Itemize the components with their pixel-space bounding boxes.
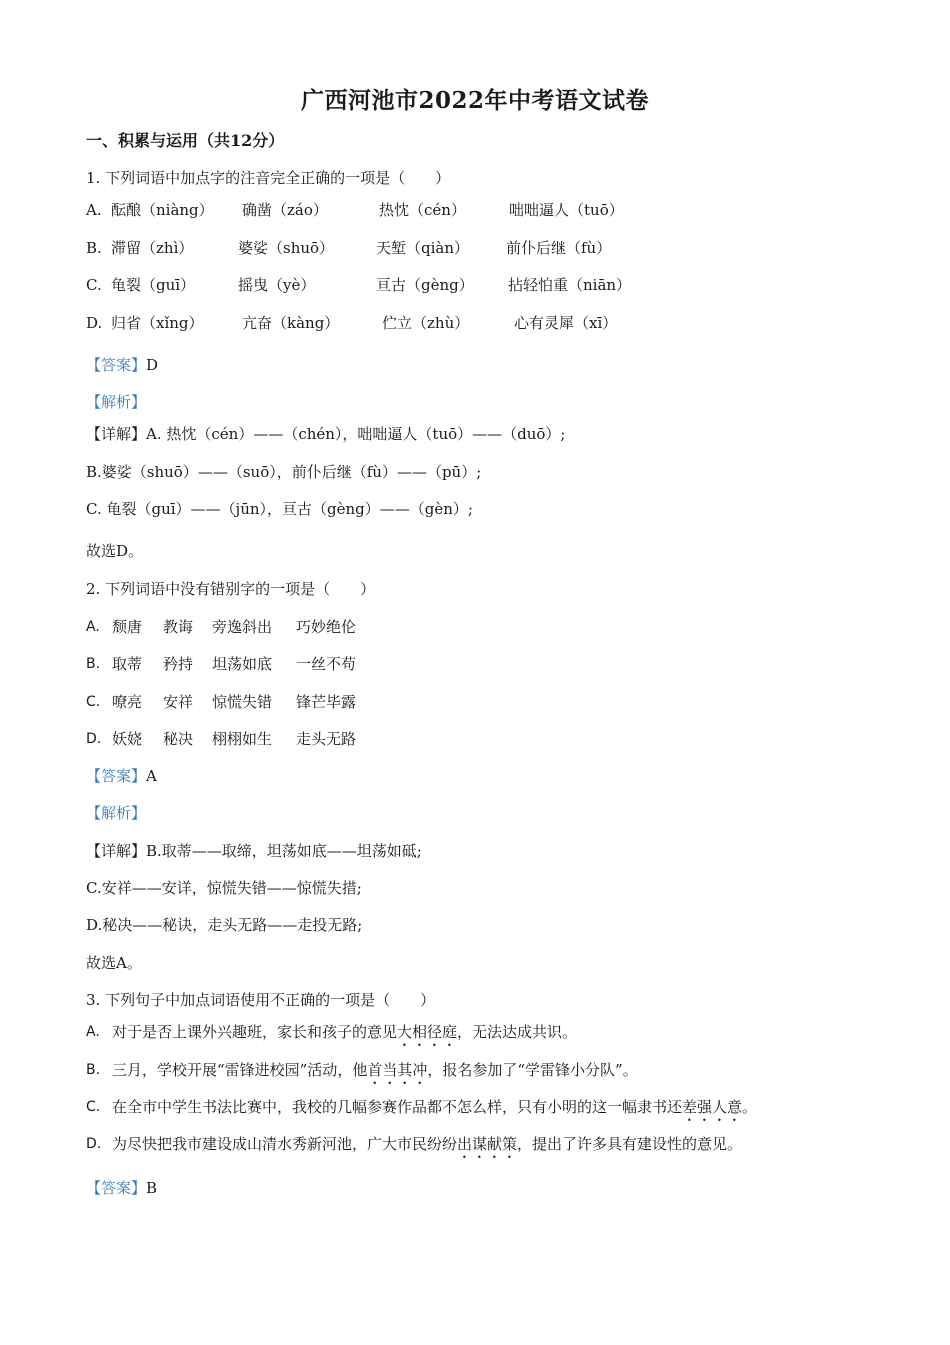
answer-value: A [146, 767, 157, 785]
sentence-post: ，报名参加了“学雷锋小分队”。 [427, 1061, 638, 1079]
option-item: 嘹亮 [112, 693, 143, 711]
option-sentence [112, 1022, 577, 1050]
q1-detail-2: B.婆娑（shuō）——（suō），前仆后继（fù）——（pū）; [86, 463, 482, 481]
q2-detail-2: C.安祥——安详，惊慌失错——惊慌失措; [86, 879, 362, 897]
option-item: 妖娆 [112, 730, 143, 748]
q2-conclusion: 故选A。 [86, 954, 142, 972]
option-item: 摇曳（yè） [238, 276, 316, 294]
q1-conclusion: 故选D。 [86, 542, 144, 560]
option-item: 巧妙绝伦 [296, 618, 357, 636]
option-item: 矜持 [163, 655, 194, 673]
page-title: 广西河池市2022年中考语文试卷 [300, 87, 649, 114]
option-label: A. [86, 619, 100, 635]
answer-tag: 【答案】 [86, 1179, 147, 1197]
option-item: 栩栩如生 [212, 730, 273, 748]
option-item: 拈轻怕重（niān） [508, 276, 632, 294]
option-item: 取蒂 [112, 655, 143, 673]
option-item: 颓唐 [112, 618, 143, 636]
q2-detail-1 [86, 841, 422, 861]
q2-detail-3: D.秘决——秘诀，走头无路——走投无路; [86, 916, 363, 934]
detail-tag: 【详解】 [86, 842, 147, 860]
q1-detail-1 [86, 424, 566, 444]
option-item: 确凿（záo） [242, 201, 328, 219]
option-sentence [112, 1060, 638, 1088]
option-item: 亘古（gèng） [376, 276, 474, 294]
section-heading: 一、积累与运用（共12分） [86, 131, 285, 150]
option-item: 心有灵犀（xī） [514, 314, 618, 332]
sentence-post: ，无法达成共识。 [457, 1023, 578, 1041]
option-label: D. [86, 731, 102, 747]
detail-text: A. 热忱（cén）——（chén），咄咄逼人（tuō）——（duō）; [146, 425, 566, 443]
q1-detail-3: C. 龟裂（guī）——（jūn），亘古（gèng）——（gèn）; [86, 500, 473, 518]
question-2-stem: 2. 下列词语中没有错别字的一项是（ ） [86, 580, 376, 598]
analysis-tag: 【解析】 [86, 804, 147, 822]
answer-tag: 【答案】 [86, 767, 147, 785]
option-label: A. [86, 1024, 100, 1040]
option-item: 伫立（zhù） [382, 314, 470, 332]
option-item: 一丝不苟 [296, 655, 357, 673]
option-label: B. [86, 239, 102, 257]
sentence-pre: 三月，学校开展“雷锋进校园”活动，他 [112, 1061, 368, 1079]
question-1-stem: 1. 下列词语中加点字的注音完全正确的一项是（ ） [86, 169, 451, 187]
option-sentence [112, 1097, 757, 1125]
sentence-post: 。 [742, 1098, 758, 1116]
option-item: 惊慌失错 [212, 693, 273, 711]
option-item: 婆娑（shuō） [238, 239, 335, 257]
option-label: C. [86, 276, 102, 294]
option-sentence [112, 1134, 742, 1162]
option-item: 教诲 [163, 618, 194, 636]
sentence-pre: 为尽快把我市建设成山清水秀新河池，广大市民纷纷 [112, 1135, 458, 1153]
option-label: B. [86, 656, 101, 672]
emphasized-phrase: 出谋献策 [457, 1135, 518, 1153]
option-item: 锋芒毕露 [296, 693, 357, 711]
option-item: 归省（xǐng） [111, 314, 204, 332]
option-item: 安祥 [163, 693, 194, 711]
option-label: D. [86, 1136, 102, 1152]
option-item: 秘决 [163, 730, 194, 748]
answer-value: B [146, 1179, 158, 1197]
option-item: 酝酿（niàng） [111, 201, 214, 219]
option-item: 热忱（cén） [379, 201, 466, 219]
option-item: 龟裂（guī） [111, 276, 196, 294]
answer-value: D [146, 356, 159, 374]
option-label: C. [86, 1099, 101, 1115]
option-label: A. [86, 201, 102, 219]
analysis-tag: 【解析】 [86, 393, 147, 411]
option-item: 天堑（qiàn） [376, 239, 470, 257]
q3-answer [86, 1178, 157, 1198]
q1-analysis-tag [86, 392, 146, 412]
option-item: 坦荡如底 [212, 655, 273, 673]
detail-tag: 【详解】 [86, 425, 147, 443]
option-item: 亢奋（kàng） [242, 314, 340, 332]
option-label: B. [86, 1062, 101, 1078]
q1-answer [86, 355, 158, 375]
option-item: 前仆后继（fù） [506, 239, 612, 257]
question-3-stem: 3. 下列句子中加点词语使用不正确的一项是（ ） [86, 991, 436, 1009]
detail-text: B.取蒂——取缔，坦荡如底——坦荡如砥; [146, 842, 422, 860]
option-item: 走头无路 [296, 730, 357, 748]
option-label: D. [86, 314, 103, 332]
sentence-pre: 在全市中学生书法比赛中，我校的几幅参赛作品都不怎么样，只有小明的这一幅隶书还 [112, 1098, 683, 1116]
emphasized-phrase: 首当其冲 [367, 1061, 428, 1079]
sentence-pre: 对于是否上课外兴趣班，家长和孩子的意见 [112, 1023, 398, 1041]
option-item: 旁逸斜出 [212, 618, 273, 636]
sentence-post: ，提出了许多具有建设性的意见。 [517, 1135, 743, 1153]
emphasized-phrase: 差强人意 [682, 1098, 743, 1116]
answer-tag: 【答案】 [86, 356, 147, 374]
emphasized-phrase: 大相径庭 [397, 1023, 458, 1041]
option-item: 滞留（zhì） [111, 239, 194, 257]
option-label: C. [86, 694, 101, 710]
option-item: 咄咄逼人（tuō） [509, 201, 624, 219]
q2-analysis-tag [86, 803, 146, 823]
q2-answer [86, 766, 157, 786]
